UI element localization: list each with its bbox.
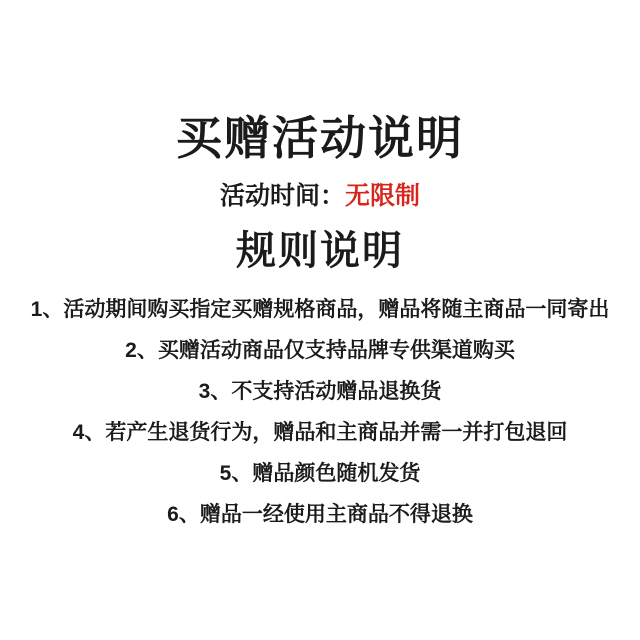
activity-time-line bbox=[220, 182, 420, 210]
page-title: 买赠活动说明 bbox=[176, 112, 464, 164]
rule-item: 2、买赠活动商品仅支持品牌专供渠道购买 bbox=[125, 339, 515, 362]
rule-item: 5、赠品颜色随机发货 bbox=[219, 462, 421, 485]
rules-heading: 规则说明 bbox=[236, 229, 404, 273]
rule-item: 6、赠品一经使用主商品不得退换 bbox=[167, 503, 473, 526]
rule-item: 1、活动期间购买指定买赠规格商品，赠品将随主商品一同寄出 bbox=[30, 298, 610, 321]
activity-time-value: 无限制 bbox=[345, 182, 421, 210]
activity-time-label: 活动时间： bbox=[219, 182, 345, 210]
rule-item: 3、不支持活动赠品退换货 bbox=[198, 380, 442, 403]
rule-item: 4、若产生退货行为，赠品和主商品并需一并打包退回 bbox=[72, 421, 568, 444]
rules-list bbox=[31, 298, 610, 544]
